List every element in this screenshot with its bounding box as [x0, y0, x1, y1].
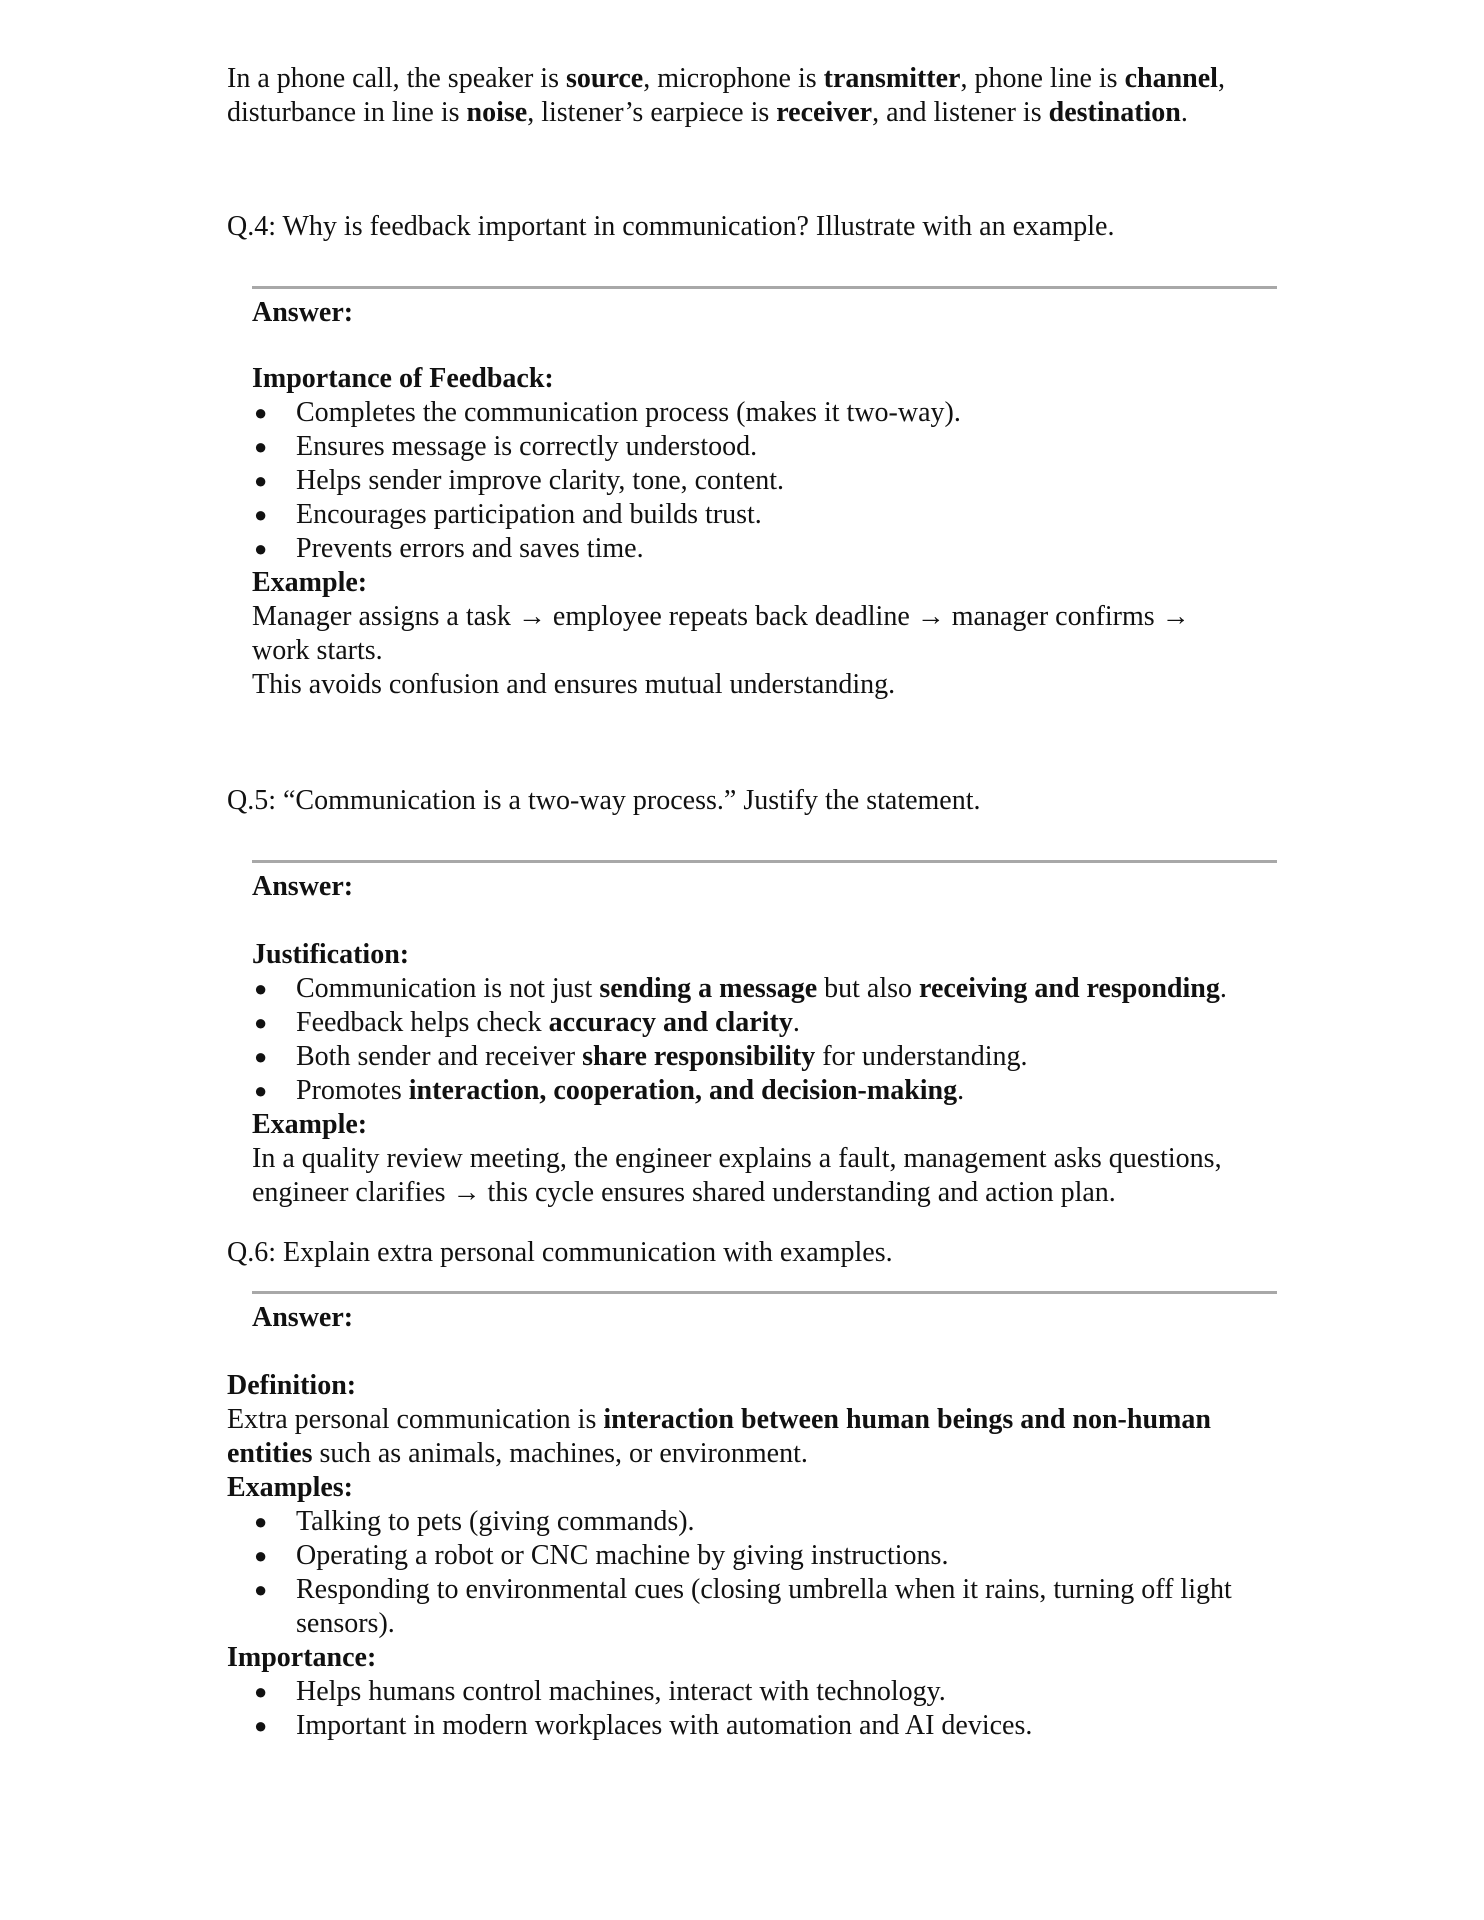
- term-destination: destination: [1048, 97, 1181, 128]
- list-item: [252, 972, 1292, 1006]
- emphasis-text: sending a message: [599, 973, 818, 1004]
- emphasis-text: interaction between human beings and non-human: [603, 1404, 1211, 1435]
- definition-line-1: [227, 1403, 1287, 1437]
- example-line: This avoids confusion and ensures mutual understanding.: [252, 669, 896, 700]
- emphasis-text: accuracy and clarity: [548, 1007, 793, 1038]
- list-item-text: Helps humans control machines, interact with technology.: [296, 1676, 946, 1707]
- list-item: [252, 396, 1292, 430]
- answer-label: Answer:: [252, 871, 354, 902]
- definition-text: Extra personal communication is: [227, 1404, 604, 1435]
- intro-text: In a phone call, the speaker is: [227, 63, 566, 94]
- definition-text: such as animals, machines, or environment.: [312, 1438, 808, 1469]
- bullet-icon: ●: [254, 1509, 268, 1534]
- example-line: In a quality review meeting, the engineer explains a fault, management asks questions,: [252, 1143, 1222, 1174]
- list-item-text: Helps sender improve clarity, tone, content.: [296, 465, 785, 496]
- bullet-icon: ●: [254, 1044, 268, 1069]
- bullet-icon: ●: [254, 1010, 268, 1035]
- list-item: [252, 430, 1292, 464]
- bullet-list: [252, 972, 1292, 1108]
- bullet-icon: ●: [254, 434, 268, 459]
- emphasis-text: share responsibility: [582, 1041, 816, 1072]
- intro-line-2: [227, 96, 1287, 130]
- example-line: engineer clarifies → this cycle ensures shared understanding and action plan.: [252, 1177, 1116, 1208]
- definition-heading: Definition:: [227, 1370, 357, 1401]
- list-item: [252, 1709, 1287, 1743]
- list-item: [252, 532, 1292, 566]
- list-item-text: Operating a robot or CNC machine by giving instructions.: [296, 1540, 949, 1571]
- bullet-icon: ●: [254, 468, 268, 493]
- list-item: [252, 464, 1292, 498]
- intro-text: disturbance in line is: [227, 97, 467, 128]
- bullet-list: [252, 396, 1292, 566]
- q6-answer-body: [227, 1369, 1287, 1743]
- list-item-text: Ensures message is correctly understood.: [296, 431, 758, 462]
- answer-divider: [252, 860, 1277, 863]
- answer-divider: [252, 286, 1277, 289]
- list-item-text: Completes the communication process (makes it two-way).: [296, 397, 961, 428]
- emphasis-text: receiving and responding: [919, 973, 1220, 1004]
- intro-text: , phone line is: [960, 63, 1125, 94]
- answer-label: Answer:: [252, 297, 354, 328]
- importance-heading: Importance:: [227, 1642, 377, 1673]
- bullet-icon: ●: [254, 1543, 268, 1568]
- bullet-icon: ●: [254, 1679, 268, 1704]
- list-item: [252, 1675, 1287, 1709]
- list-item-text: Encourages participation and builds trust.: [296, 499, 762, 530]
- list-item-text: for understanding.: [815, 1041, 1028, 1072]
- list-item: [252, 1040, 1292, 1074]
- list-item: [252, 1505, 1287, 1539]
- answer-divider: [252, 1291, 1277, 1294]
- list-item-text: Prevents errors and saves time.: [296, 533, 644, 564]
- bullet-icon: ●: [254, 976, 268, 1001]
- definition-line-2: [227, 1437, 1287, 1471]
- term-noise: noise: [466, 97, 528, 128]
- q5-answer-body: [252, 938, 1292, 1210]
- list-item-text: Promotes: [296, 1075, 409, 1106]
- section-heading: Justification:: [252, 939, 410, 970]
- intro-text: , microphone is: [643, 63, 824, 94]
- intro-text: , listener’s earpiece is: [527, 97, 777, 128]
- examples-heading: Examples:: [227, 1472, 353, 1503]
- section-heading: Importance of Feedback:: [252, 363, 554, 394]
- list-item: [252, 1539, 1287, 1573]
- example-line: work starts.: [252, 635, 383, 666]
- question-6: Q.6: Explain extra personal communication with examples.: [227, 1237, 893, 1268]
- intro-text: ,: [1217, 63, 1225, 94]
- question-5: Q.5: “Communication is a two-way process.” Justify the statement.: [227, 785, 981, 816]
- term-transmitter: transmitter: [823, 63, 961, 94]
- list-item-text: Talking to pets (giving commands).: [296, 1506, 695, 1537]
- list-item: [252, 1573, 1287, 1641]
- list-item-text: Communication is not just: [296, 973, 600, 1004]
- list-item: [252, 498, 1292, 532]
- q4-answer-body: [252, 362, 1292, 702]
- question-4: Q.4: Why is feedback important in communication? Illustrate with an example.: [227, 211, 1115, 242]
- intro-line-1: [227, 62, 1287, 96]
- emphasis-text: entities: [227, 1438, 313, 1469]
- list-item-text: Both sender and receiver: [296, 1041, 583, 1072]
- intro-paragraph: [227, 62, 1287, 130]
- term-source: source: [565, 63, 644, 94]
- bullet-icon: ●: [254, 1713, 268, 1738]
- example-heading: Example:: [252, 567, 368, 598]
- bullet-list: [252, 1505, 1287, 1641]
- list-item-text: but also: [817, 973, 920, 1004]
- bullet-icon: ●: [254, 1078, 268, 1103]
- bullet-icon: ●: [254, 1577, 268, 1602]
- answer-label: Answer:: [252, 1302, 354, 1333]
- bullet-icon: ●: [254, 400, 268, 425]
- list-item-text: .: [1219, 973, 1227, 1004]
- list-item-text: .: [792, 1007, 800, 1038]
- list-item: [252, 1006, 1292, 1040]
- bullet-icon: ●: [254, 502, 268, 527]
- term-channel: channel: [1124, 63, 1218, 94]
- list-item-text: sensors).: [296, 1608, 395, 1639]
- list-item-text: Feedback helps check: [296, 1007, 549, 1038]
- example-line: Manager assigns a task → employee repeats back deadline → manager confirms →: [252, 601, 1190, 632]
- list-item-text: Important in modern workplaces with automation and AI devices.: [296, 1710, 1033, 1741]
- bullet-icon: ●: [254, 536, 268, 561]
- list-item-text: Responding to environmental cues (closing umbrella when it rains, turning off light: [296, 1574, 1232, 1605]
- intro-text: , and listener is: [872, 97, 1049, 128]
- term-receiver: receiver: [776, 97, 873, 128]
- emphasis-text: interaction, cooperation, and decision-making: [408, 1075, 958, 1106]
- list-item-text: .: [957, 1075, 965, 1106]
- bullet-list: [252, 1675, 1287, 1743]
- list-item: [252, 1074, 1292, 1108]
- intro-text: .: [1180, 97, 1188, 128]
- example-heading: Example:: [252, 1109, 368, 1140]
